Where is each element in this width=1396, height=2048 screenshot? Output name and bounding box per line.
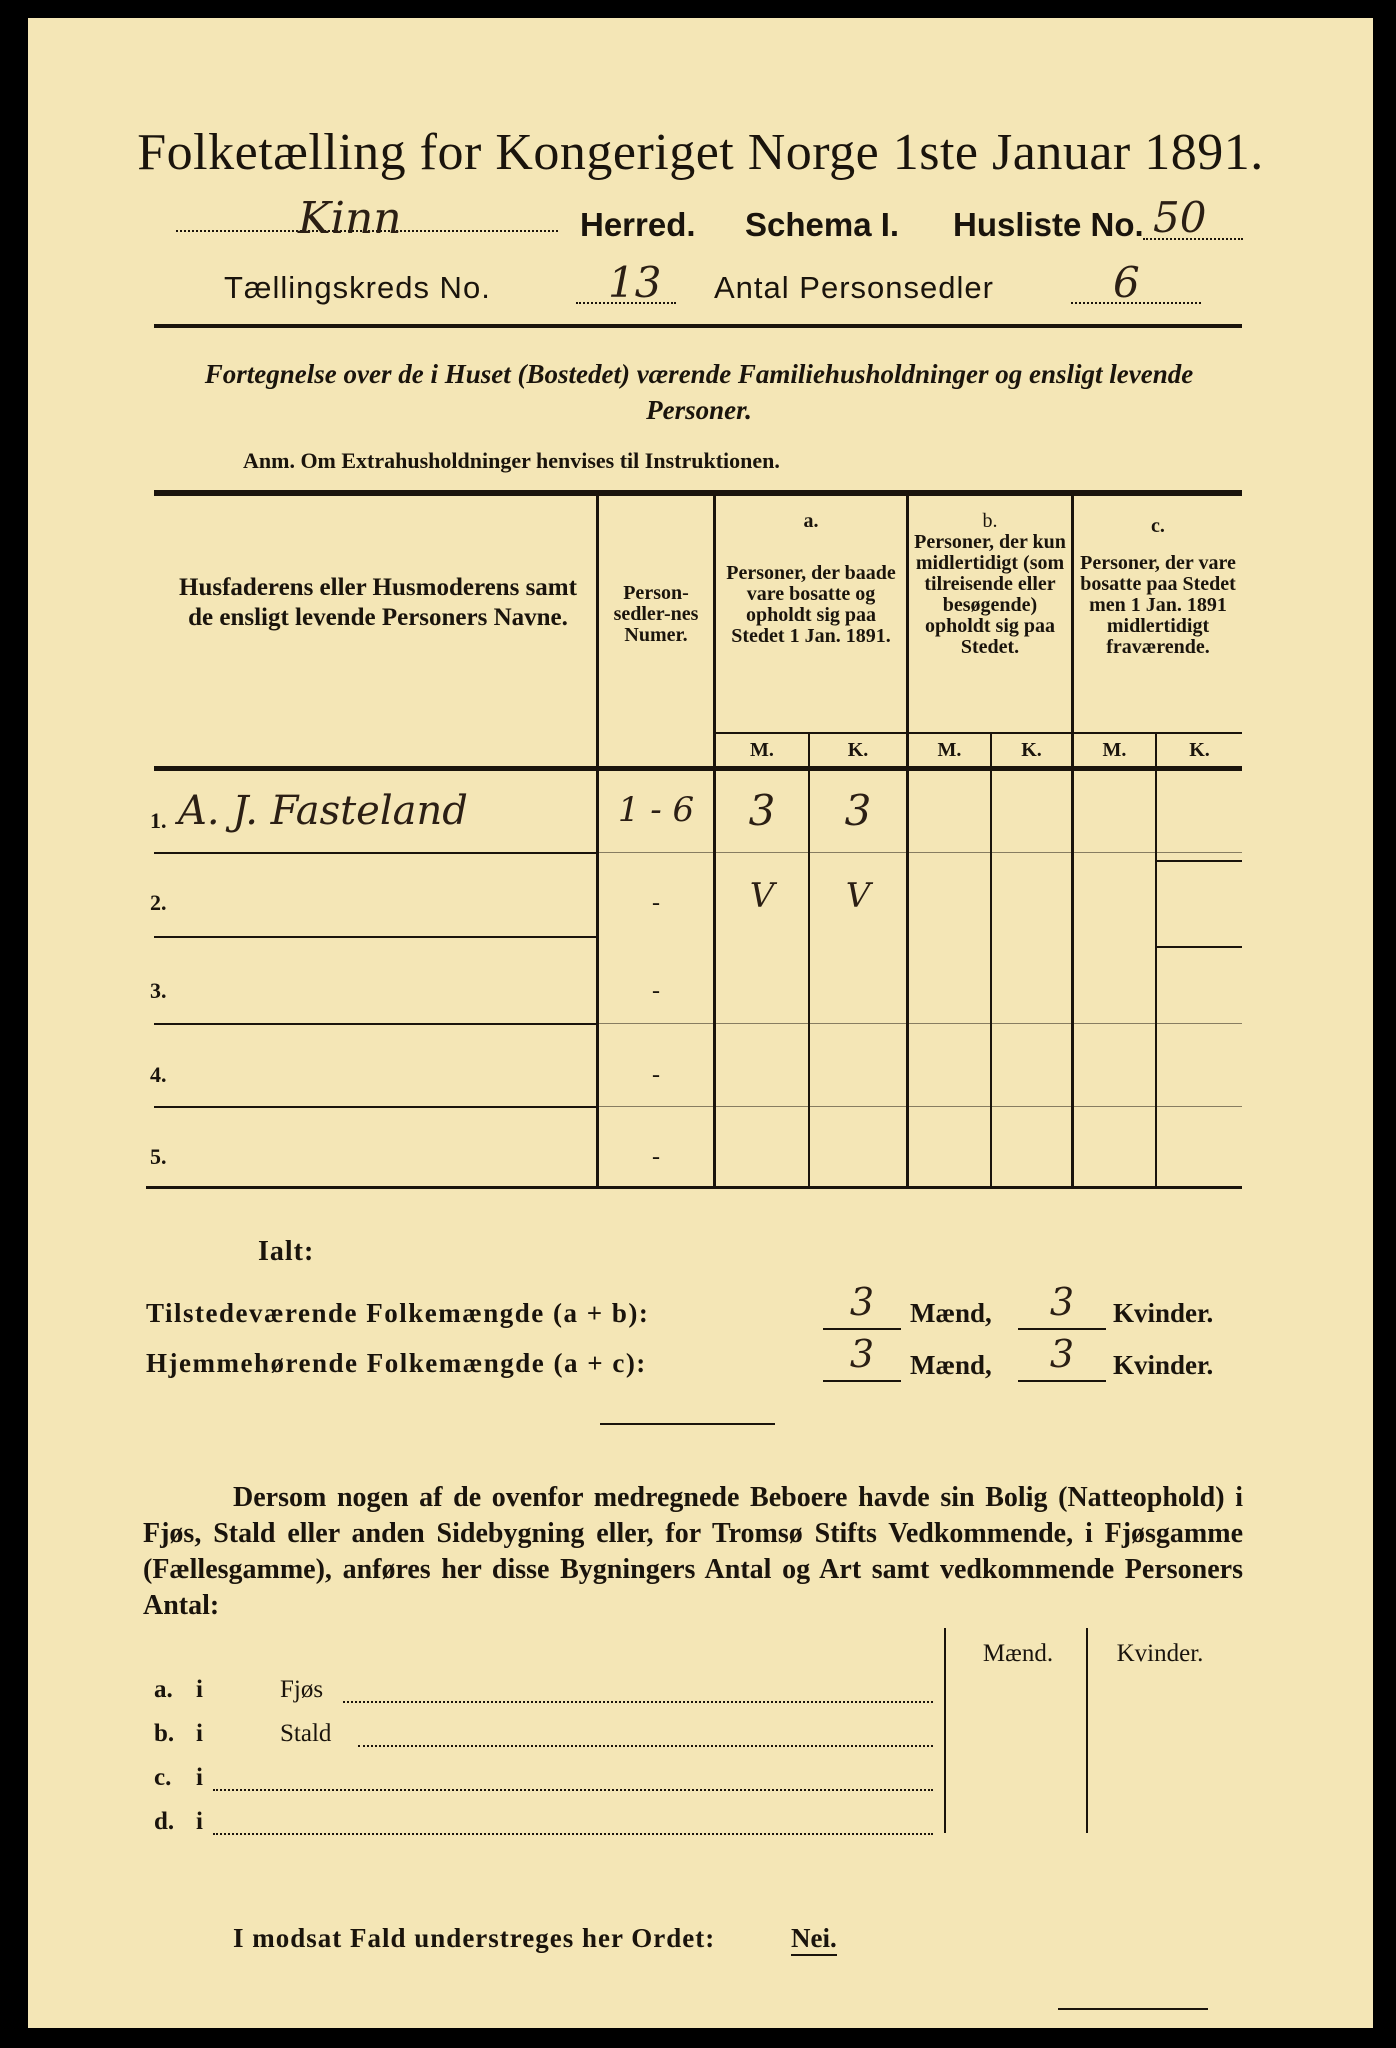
antal-value: 6	[1113, 258, 1140, 307]
col-num-header: Person-sedler-nes Numer.	[613, 582, 699, 646]
table-vline	[1071, 496, 1074, 1186]
footer-word-nei: Nei.	[791, 1923, 837, 1956]
buildings-vline	[944, 1628, 946, 1833]
hjem-k-line	[1018, 1380, 1106, 1382]
building-dots	[213, 1789, 933, 1791]
row-rule	[1155, 946, 1242, 948]
table-vline	[906, 496, 909, 1186]
col-c-k: K.	[1189, 739, 1210, 761]
building-dots	[358, 1745, 933, 1747]
herred-value: Kinn	[298, 193, 402, 244]
building-i: i	[196, 1764, 203, 1791]
row-rule	[154, 1023, 596, 1025]
table-header-rule	[154, 766, 1242, 771]
row-num: -	[652, 978, 660, 1004]
form-title: Folketælling for Kongeriget Norge 1ste Januar 1891.	[137, 124, 1264, 181]
hjem-m-value: 3	[849, 1332, 875, 1376]
building-letter: a.	[154, 1676, 173, 1703]
husliste-label: Husliste No.	[953, 206, 1144, 243]
col-c-letter: c.	[1151, 515, 1165, 537]
row-rule	[596, 852, 1242, 853]
building-name: Stald	[280, 1720, 332, 1747]
tilst-m-line	[823, 1328, 901, 1330]
row-a-m: 3	[748, 786, 776, 835]
herred-label: Herred.	[580, 206, 696, 243]
building-letter: d.	[154, 1808, 175, 1835]
anm-note: Anm. Om Extrahusholdninger henvises til Instruktionen.	[243, 448, 780, 473]
col-b-letter: b.	[982, 510, 998, 532]
table-vline	[596, 496, 599, 1186]
building-dots	[213, 1833, 933, 1835]
row-rule	[1155, 860, 1242, 862]
mk-rule	[713, 732, 1242, 734]
tilst-m-value: 3	[849, 1280, 875, 1324]
hjem-label: Hjemmehørende Folkemængde (a + c):	[146, 1348, 647, 1378]
row-rule	[154, 852, 596, 854]
footer-stub-line	[1058, 2008, 1208, 2010]
col-c-m: M.	[1102, 739, 1127, 761]
row-a-m: V	[749, 876, 775, 916]
row-number: 3.	[150, 978, 167, 1003]
antal-label: Antal Personsedler	[714, 270, 994, 305]
row-rule	[596, 1023, 1242, 1024]
ialt-label: Ialt:	[258, 1236, 315, 1267]
section-divider	[600, 1423, 775, 1425]
tilst-k-value: 3	[1049, 1280, 1075, 1324]
row-number: 5.	[150, 1144, 167, 1169]
building-i: i	[196, 1720, 203, 1747]
header-rule	[154, 324, 1242, 328]
row-rule	[154, 936, 596, 938]
building-letter: b.	[154, 1720, 175, 1747]
table-vline	[990, 733, 992, 1186]
tilst-label: Tilstedeværende Folkemængde (a + b):	[146, 1298, 650, 1328]
building-i: i	[196, 1808, 203, 1835]
buildings-kvinder-header: Kvinder.	[1116, 1640, 1204, 1667]
row-number: 2.	[150, 890, 167, 915]
col-a-m: M.	[750, 739, 774, 761]
building-letter: c.	[154, 1764, 172, 1791]
tilst-k-line	[1018, 1328, 1106, 1330]
col-b-m: M.	[937, 739, 962, 761]
buildings-vline	[1086, 1628, 1088, 1833]
col-c-header: Personer, der vare bosatte paa Stedet men 1 Jan. 1891 midlertidigt fraværende.	[1080, 552, 1236, 658]
row-num: 1 - 6	[617, 790, 695, 830]
row-num: -	[652, 1062, 660, 1088]
building-name: Fjøs	[280, 1676, 324, 1703]
tilst-maend: Mænd,	[910, 1298, 992, 1328]
row-number: 1.	[150, 808, 167, 833]
row-rule	[154, 1106, 596, 1108]
building-i: i	[196, 1676, 203, 1703]
row-name: A. J. Fasteland	[178, 788, 468, 834]
table-bottom-rule	[146, 1186, 1242, 1189]
col-a-k: K.	[847, 739, 869, 761]
footer-text: I modsat Fald understreges her Ordet:	[233, 1923, 716, 1953]
table-top-rule	[154, 490, 1242, 496]
buildings-maend-header: Mænd.	[982, 1640, 1054, 1667]
intro-text: Fortegnelse over de i Huset (Bostedet) værende Familiehusholdninger og ensligt levende Personer.	[204, 359, 1194, 425]
hjem-kvinder: Kvinder.	[1113, 1350, 1214, 1380]
col-a-letter: a.	[803, 510, 819, 532]
col-b-header: Personer, der kun midlertidigt (som tilreisende eller besøgende) opholdt sig paa Stedet.	[914, 531, 1066, 658]
schema-label: Schema I.	[745, 206, 900, 243]
tilst-kvinder: Kvinder.	[1113, 1298, 1214, 1328]
row-num: -	[652, 1144, 660, 1170]
row-num: -	[652, 890, 660, 916]
col-a-header: Personer, der baade vare bosatte og opholdt sig paa Stedet 1 Jan. 1891.	[726, 562, 896, 647]
row-a-k: V	[845, 876, 871, 916]
hjem-maend: Mænd,	[910, 1350, 992, 1380]
census-form-page	[28, 18, 1373, 2028]
table-vline	[713, 496, 716, 1186]
col-b-k: K.	[1021, 739, 1042, 761]
husliste-value: 50	[1153, 193, 1207, 242]
row-rule	[596, 1106, 1242, 1107]
kreds-label: Tællingskreds No.	[224, 270, 491, 305]
table-vline	[1155, 733, 1157, 1186]
building-dots	[343, 1701, 933, 1703]
col-name-header: Husfaderens eller Husmoderens samt de ensligt levende Personers Navne.	[179, 574, 577, 631]
hjem-m-line	[823, 1380, 901, 1382]
hjem-k-value: 3	[1049, 1332, 1075, 1376]
row-number: 4.	[150, 1062, 167, 1087]
dersom-paragraph: Dersom nogen af de ovenfor medregnede Beboere havde sin Bolig (Natteophold) i Fjøs, Stald eller anden Sidebygning eller, for Tromsø Stifts Vedkommende, i Fjøsgamme (Fællesgamme), anføres her disse Bygningers Antal og Art samt vedkommende Personers Antal:	[143, 1482, 1243, 1621]
row-a-k: 3	[844, 786, 872, 835]
kreds-value: 13	[608, 258, 662, 307]
